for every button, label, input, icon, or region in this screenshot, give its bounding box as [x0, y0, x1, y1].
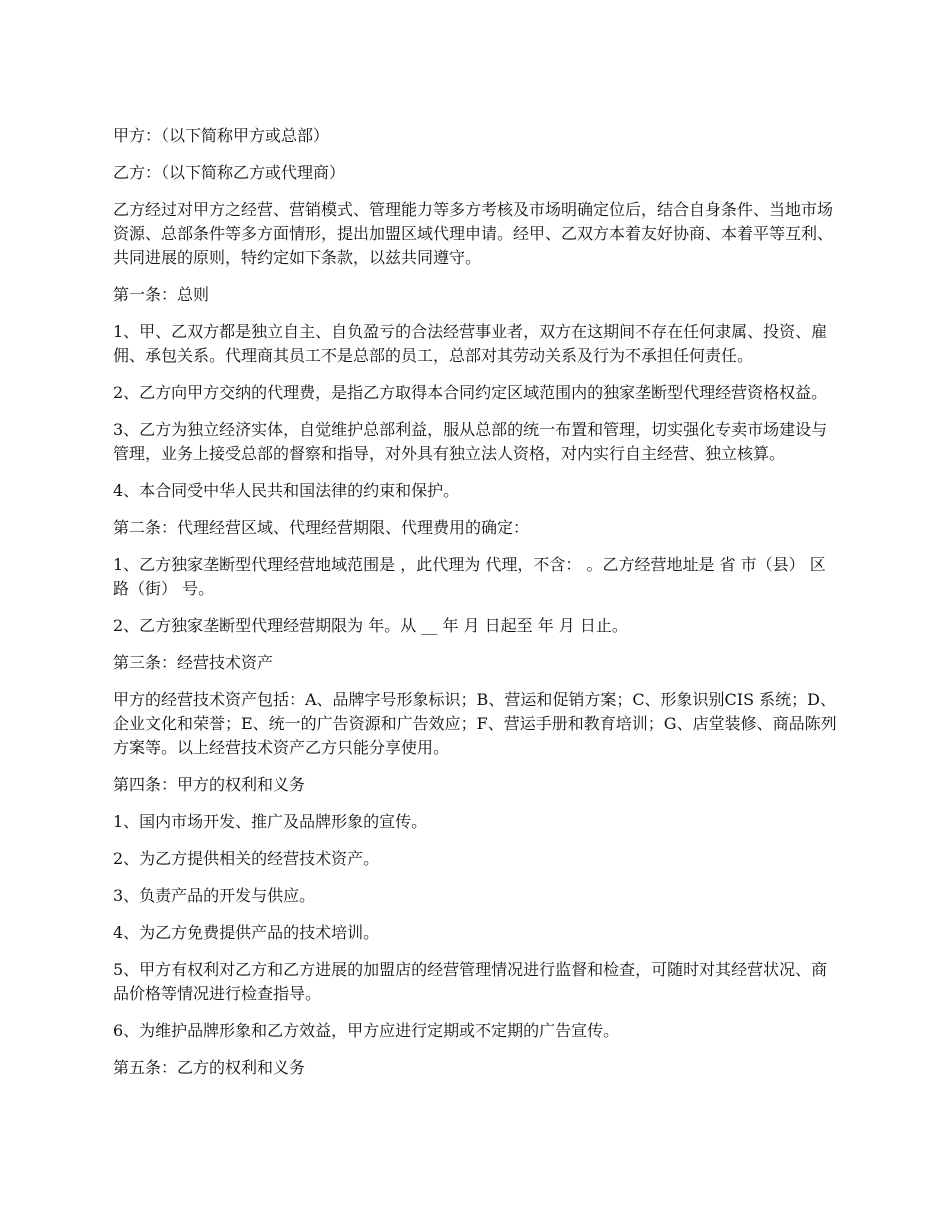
- article-4-heading: 第四条：甲方的权利和义务: [113, 775, 306, 794]
- article-2-clause-2: 2、乙方独家垄断型代理经营期限为 年。从 __ 年 月 日起至 年 月 日止。: [113, 616, 628, 635]
- article-2-heading: 第二条：代理经营区域、代理经营期限、代理费用的确定：: [113, 518, 530, 537]
- article-1-clause-4: 4、本合同受中华人民共和国法律的约束和保护。: [113, 481, 460, 500]
- party-b-line: 乙方：（以下简称乙方或代理商）: [113, 163, 346, 182]
- article-4-clause-1: 1、国内市场开发、推广及品牌形象的宣传。: [113, 812, 428, 831]
- article-2-clause-1: 1、乙方独家垄断型代理经营地域范围是 ，此代理为 代理，不含： 。乙方经营地址是 省 市（县） 区 路（街） 号。: [113, 555, 826, 598]
- article-1-clause-1: 1、甲、乙双方都是独立自主、自负盈亏的合法经营事业者，双方在这期间不存在任何隶属、投资、雇佣、承包关系。代理商其员工不是总部的员工，总部对其劳动关系及行为不承担任何责任。: [113, 322, 828, 365]
- article-1-heading: 第一条：总则: [113, 285, 210, 304]
- article-1-clause-2: 2、乙方向甲方交纳的代理费，是指乙方取得本合同约定区域范围内的独家垄断型代理经营资格权益。: [113, 383, 828, 402]
- document-body: [113, 124, 843, 1093]
- article-4-clause-5: 5、甲方有权利对乙方和乙方进展的加盟店的经营管理情况进行监督和检查，可随时对其经营状况、商品价格等情况进行检查指导。: [113, 960, 828, 1003]
- article-4-clause-3: 3、负责产品的开发与供应。: [113, 886, 316, 905]
- article-4-clause-4: 4、为乙方免费提供产品的技术培训。: [113, 923, 380, 942]
- article-3-body: 甲方的经营技术资产包括：A、品牌字号形象标识；B、营运和促销方案；C、形象识别CIS 系统；D、企业文化和荣誉；E、统一的广告资源和广告效应；F、营运手册和教育培训；G、店堂装修、商品陈列方案等。以上经营技术资产乙方只能分享使用。: [113, 690, 837, 757]
- article-1-clause-3: 3、乙方为独立经济实体，自觉维护总部利益，服从总部的统一布置和管理，切实强化专卖市场建设与管理，业务上接受总部的督察和指导，对外具有独立法人资格，对内实行自主经营、独立核算。: [113, 420, 828, 463]
- article-3-heading: 第三条：经营技术资产: [113, 653, 274, 672]
- preamble-paragraph: 乙方经过对甲方之经营、营销模式、管理能力等多方考核及市场明确定位后，结合自身条件、当地市场资源、总部条件等多方面情形，提出加盟区域代理申请。经甲、乙双方本着友好协商、本着平等互利、共同进展的原则，特约定如下条款，以兹共同遵守。: [113, 200, 834, 267]
- article-4-clause-6: 6、为维护品牌形象和乙方效益，甲方应进行定期或不定期的广告宣传。: [113, 1021, 620, 1040]
- article-5-heading: 第五条：乙方的权利和义务: [113, 1058, 306, 1077]
- party-a-line: 甲方：（以下简称甲方或总部）: [113, 126, 330, 145]
- article-4-clause-2: 2、为乙方提供相关的经营技术资产。: [113, 849, 380, 868]
